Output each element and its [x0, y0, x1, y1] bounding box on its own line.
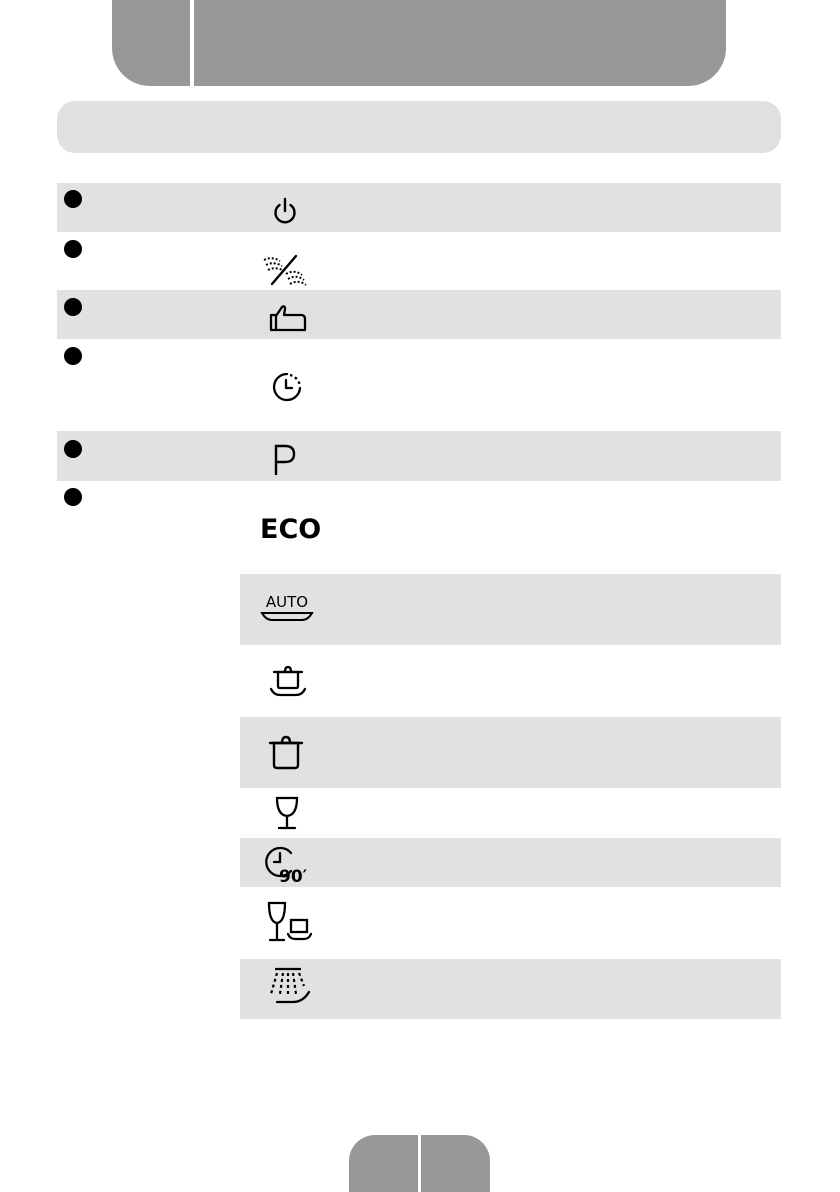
header-divider [190, 0, 194, 86]
bullet-5 [64, 440, 82, 458]
svg-text:ECO: ECO [260, 514, 322, 545]
bullet-6 [64, 488, 82, 506]
delay-timer-icon [271, 371, 303, 405]
program-icon [273, 444, 299, 476]
row-band-child-lock [57, 290, 781, 339]
row-band-prewash [240, 959, 781, 1019]
power-icon [271, 196, 299, 226]
row-band-power [57, 183, 781, 232]
row-band-90min [240, 838, 781, 887]
child-lock-icon [268, 303, 308, 333]
eco-program-icon [260, 511, 320, 545]
glass-icon [272, 795, 302, 831]
auto-program-icon [258, 592, 316, 626]
rinse-aid-icon [262, 252, 308, 286]
title-bar [57, 101, 781, 153]
header-tab [112, 0, 726, 86]
row-band-intensive [240, 717, 781, 788]
svg-text:AUTO: AUTO [265, 593, 309, 611]
bullet-2 [64, 240, 82, 258]
quick-wash-pot-icon [268, 664, 308, 698]
bullet-3 [64, 298, 82, 316]
glass-cup-icon [266, 900, 314, 944]
row-band-auto [240, 574, 781, 645]
timer-90-icon [264, 845, 310, 885]
prewash-spray-icon [263, 966, 313, 1012]
intensive-pot-icon [266, 732, 306, 772]
bullet-1 [64, 190, 82, 208]
footer-divider [418, 1135, 421, 1192]
bullet-4 [64, 347, 82, 365]
svg-text:90′: 90′ [279, 867, 308, 887]
row-band-program [57, 431, 781, 481]
